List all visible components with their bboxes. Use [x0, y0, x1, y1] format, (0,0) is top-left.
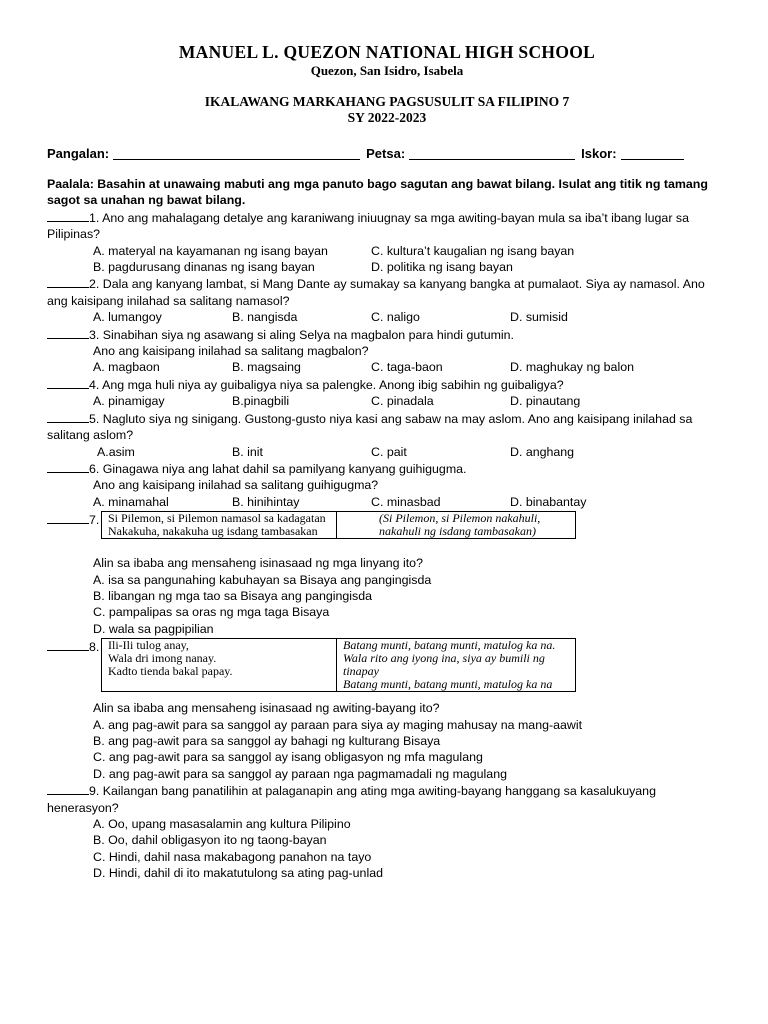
question-9: 9. Kailangan bang panatilihin at palaganapin ang ating mga awiting-bayang hanggang sa kasalukuyang henerasyon? — [47, 784, 656, 815]
choices-3: A. magbaon B. magsaing C. taga-baon D. maghukay ng balon — [93, 360, 634, 375]
lyrics-table-8 — [101, 638, 576, 692]
answer-blank[interactable] — [47, 638, 89, 651]
lyrics-table-7 — [101, 511, 576, 539]
answer-blank[interactable] — [47, 209, 89, 222]
question-1: 1. Ano ang mahalagang detalye ang karaniwang iniuugnay sa mga awiting-bayan mula sa iba’t ibang lugar sa Pilipinas? — [47, 210, 689, 242]
answer-blank[interactable] — [47, 376, 89, 389]
answer-blank[interactable] — [47, 782, 89, 795]
answer-blank[interactable] — [47, 410, 89, 423]
question-6-sub: Ano ang kaisipang inilahad sa salitang guihigugma? — [93, 478, 379, 493]
question-7-prompt: Alin sa ibaba ang mensaheng isinasaad ng mga linyang ito? — [93, 556, 423, 571]
school-address: Quezon, San Isidro, Isabela — [310, 63, 464, 78]
question-8-prompt: Alin sa ibaba ang mensaheng isinasaad ng awiting-bayang ito? — [93, 701, 440, 716]
choices-1: A. materyal na kayamanan ng isang bayan C. kultura’t kaugalian ng isang bayan B. pagdurusang dinanas ng isang bayan D. politika ng isang bayan — [93, 243, 575, 275]
student-fields — [47, 144, 727, 162]
school-year: SY 2022-2023 — [347, 110, 427, 125]
date-line[interactable] — [409, 147, 575, 160]
choices-9: A. Oo, upang masasalamin ang kultura Pilipino B. Oo, dahil obligasyon ito ng taong-bayan C. Hindi, dahil nasa makabagong panahon na tayo D. Hindi, dahil di ito makatutulong sa ating pag-unlad — [93, 817, 383, 881]
question-7: 7. Si Pilemon, si Pilemon namasol sa kadagatan Nakakuha, nakakuha ug isdang tambasakan (Si Pilemon, si Pilemon nakahuli, nakahuli ng isdang tambasakan) — [47, 511, 727, 539]
choices-6: A. minamahal B. hinihintay C. minasbad D. binabantay — [93, 494, 587, 509]
dialect-lyrics: Si Pilemon, si Pilemon namasol sa kadagatan Nakakuha, nakakuha ug isdang tambasakan — [102, 512, 337, 539]
question-6: 6. Ginagawa niya ang lahat dahil sa pamilyang kanyang guihigugma. — [47, 460, 727, 477]
choices-7: A. isa sa pangunahing kabuhayan sa Bisaya ang pangingisda B. libangan ng mga tao sa Bisaya ang pangingisda C. pampalipas sa oras ng mga taga Bisaya D. wala sa pagpipilian — [93, 572, 432, 636]
name-label: Pangalan: — [47, 145, 110, 161]
choices-4: A. pinamigay B.pinagbili C. pinadala D. pinautang — [93, 394, 581, 409]
choices-8: A. ang pag-awit para sa sanggol ay paraan para siya ay maging mahusay na mang-aawit B. ang pag-awit para sa sanggol ay bahagi ng kulturang Bisaya C. ang pag-awit para sa sanggol ay isang obligasyon ng mfa magulang D. ang pag-awit para sa sanggol ay paraan nga pagmamadali ng magulang — [93, 717, 583, 781]
choices-5: A.asim B. init C. pait D. anghang — [97, 444, 575, 459]
translation-lyrics: (Si Pilemon, si Pilemon nakahuli, nakahuli ng isdang tambasakan) — [337, 512, 576, 539]
name-line[interactable] — [113, 147, 360, 160]
question-5: 5. Nagluto siya ng sinigang. Gustong-gusto niya kasi ang sabaw na may aslom. Ano ang kaisipang inilahad sa salitang aslom? — [47, 411, 693, 443]
question-8: 8. Ili-Ili tulog anay, Wala dri imong nanay. Kadto tienda bakal papay. Batang munti, batang munti, matulog ka na. Wala rito ang iyong ina, siya ay bumili ng tinapay Batang munti, batang munti, matulog ka na — [47, 638, 727, 692]
answer-blank[interactable] — [47, 275, 89, 288]
exam-page — [47, 42, 727, 882]
answer-blank[interactable] — [47, 326, 89, 339]
date-label: Petsa: — [366, 145, 406, 161]
question-3: 3. Sinabihan siya ng asawang si aling Selya na magbalon para hindi gutumin. — [47, 326, 727, 343]
school-name: MANUEL L. QUEZON NATIONAL HIGH SCHOOL — [178, 42, 596, 62]
question-3-sub: Ano ang kaisipang inilahad sa salitang magbalon? — [93, 344, 369, 359]
score-label: Iskor: — [581, 145, 617, 161]
question-4: 4. Ang mga huli niya ay guibaligya niya sa palengke. Anong ibig sabihin ng guibaligya? — [47, 376, 727, 393]
instructions: Paalala: Basahin at unawaing mabuti ang mga panuto bago sagutan ang bawat bilang. Isulat ang titik ng tamang sagot sa unahan ng bawat bilang. — [47, 177, 708, 208]
exam-title: IKALAWANG MARKAHANG PAGSUSULIT SA FILIPINO 7 — [204, 94, 570, 109]
answer-blank[interactable] — [47, 460, 89, 473]
question-2: 2. Dala ang kanyang lambat, si Mang Dante ay sumakay sa kanyang bangka at pumalaot. Siya ay namasol. Ano ang kaisipang inilahad sa salitang namasol? — [47, 277, 705, 308]
score-line[interactable] — [621, 147, 684, 160]
answer-blank[interactable] — [47, 511, 89, 524]
choices-2: A. lumangoy B. nangisda C. naligo D. sumisid — [93, 310, 568, 325]
dialect-lyrics: Ili-Ili tulog anay, Wala dri imong nanay. Kadto tienda bakal papay. — [102, 639, 337, 692]
translation-lyrics: Batang munti, batang munti, matulog ka na. Wala rito ang iyong ina, siya ay bumili ng tinapay Batang munti, batang munti, matulog ka na — [337, 639, 576, 692]
